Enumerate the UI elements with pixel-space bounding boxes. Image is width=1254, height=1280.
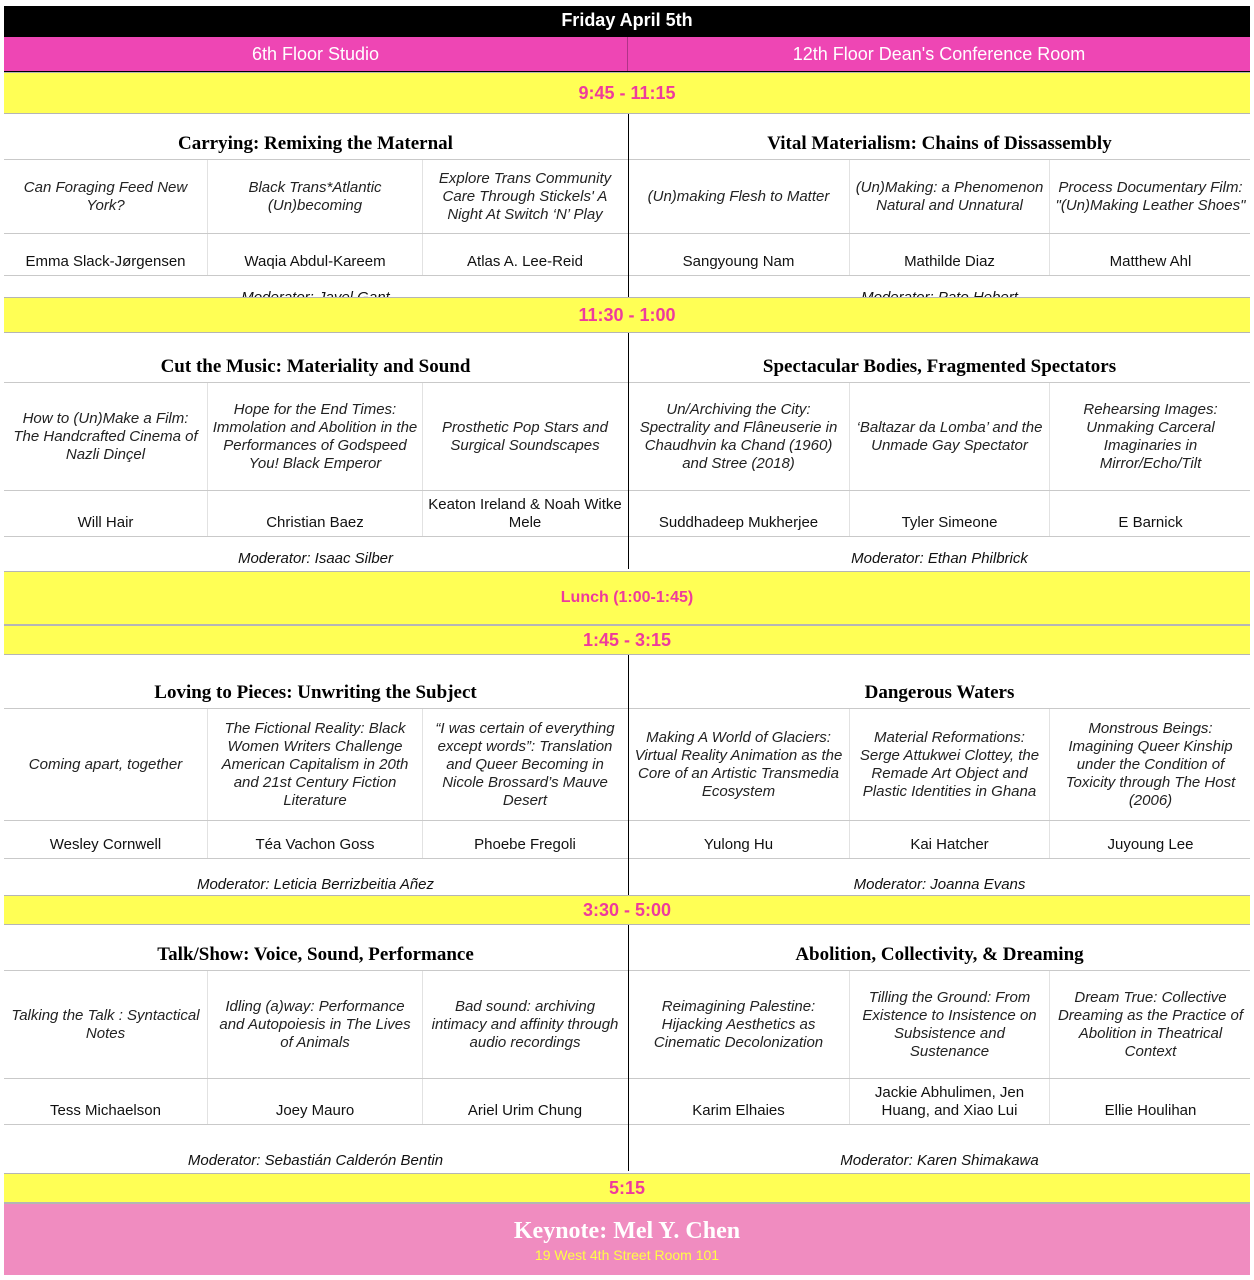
- time-slot-label: 3:30 - 5:00: [582, 899, 672, 920]
- panel-title: Carrying: Remixing the Maternal: [178, 133, 453, 154]
- panel-left: [4, 925, 627, 970]
- keynote-location: 19 West 4th Street Room 101: [534, 1246, 720, 1263]
- column-divider: [628, 925, 629, 1171]
- papers-right: [628, 971, 1251, 1078]
- authors-left: [4, 234, 627, 275]
- time-slot-bar-final: [4, 1173, 1250, 1203]
- authors-row: [4, 234, 1250, 276]
- paper-title: Making A World of Glaciers: Virtual Reality Animation as the Core of an Artistic Transmedia Ecosystem: [628, 709, 850, 820]
- authors-right: [628, 821, 1251, 858]
- moderator-name: Moderator: Sebastián Calderón Bentin: [187, 1152, 444, 1169]
- authors-row: [4, 491, 1250, 537]
- room-right: 12th Floor Dean's Conference Room: [627, 37, 1250, 71]
- moderator-name: Moderator: Joanna Evans: [853, 876, 1026, 893]
- author-name: Phoebe Fregoli: [474, 836, 576, 853]
- moderator-left: [4, 1125, 627, 1171]
- papers-right: [628, 709, 1251, 820]
- moderator-name: Moderator: Isaac Silber: [237, 550, 394, 567]
- author-name: Yulong Hu: [628, 821, 850, 858]
- papers-right: [628, 383, 1251, 490]
- papers-row: [4, 160, 1250, 234]
- panel-title: Abolition, Collectivity, & Dreaming: [795, 944, 1084, 965]
- column-divider: [628, 114, 629, 308]
- panel-title-row: [4, 333, 1250, 383]
- column-divider: [628, 655, 629, 895]
- keynote-title: Keynote: Mel Y. Chen: [513, 1217, 741, 1244]
- paper-title: The Fictional Reality: Black Women Writers Challenge American Capitalism in 20th and 21st Century Fiction Literature: [208, 709, 423, 820]
- rooms-header: [4, 36, 1250, 72]
- time-slot-label: 9:45 - 11:15: [578, 82, 676, 103]
- papers-left: [4, 160, 627, 233]
- moderator-right: [628, 537, 1251, 569]
- panel-title-row: [4, 925, 1250, 971]
- author-name: Sangyoung Nam: [628, 234, 850, 275]
- lunch-label: Lunch (1:00-1:45): [560, 589, 694, 606]
- papers-row: [4, 383, 1250, 491]
- author-name: Ellie Houlihan: [1104, 1102, 1197, 1119]
- panel-right: [628, 333, 1251, 382]
- author-name: Christian Baez: [208, 491, 423, 536]
- paper-title: Coming apart, together: [4, 709, 208, 820]
- panel-title: Spectacular Bodies, Fragmented Spectators: [762, 356, 1117, 377]
- moderator-name: Moderator: Ethan Philbrick: [851, 550, 1028, 567]
- author-name: Matthew Ahl: [1109, 253, 1192, 270]
- panel-left: [4, 333, 627, 382]
- paper-title: How to (Un)Make a Film: The Handcrafted Cinema of Nazli Dinçel: [4, 383, 208, 490]
- author-name: Téa Vachon Goss: [208, 821, 423, 858]
- papers-left: [4, 709, 627, 820]
- panel-left: [4, 114, 627, 159]
- panel-title: Cut the Music: Materiality and Sound: [160, 356, 471, 377]
- paper-title: Process Documentary Film: "(Un)Making Leather Shoes": [1055, 178, 1246, 214]
- paper-title: Material Reformations: Serge Attukwei Clottey, the Remade Art Object and Plastic Identities in Ghana: [850, 709, 1050, 820]
- author-name: Karim Elhaies: [628, 1079, 850, 1124]
- paper-title: Explore Trans Community Care Through Stickels' A Night At Switch ‘N’ Play: [438, 169, 612, 223]
- papers-row: [4, 709, 1250, 821]
- paper-title: Rehearsing Images: Unmaking Carceral Imaginaries in Mirror/Echo/Tilt: [1083, 400, 1218, 472]
- moderator-name: Moderator: Karen Shimakawa: [840, 1152, 1039, 1169]
- author-name: Keaton Ireland & Noah Witke Mele: [428, 496, 622, 531]
- time-slot-bar: [4, 895, 1250, 925]
- lunch-bar: [4, 571, 1250, 625]
- author-name: Juyoung Lee: [1107, 836, 1194, 853]
- moderator-right: [628, 1125, 1251, 1171]
- moderator-row: [4, 859, 1250, 895]
- author-name: Joey Mauro: [208, 1079, 423, 1124]
- time-slot-label: 1:45 - 3:15: [582, 629, 672, 650]
- paper-title: ‘Baltazar da Lomba’ and the Unmade Gay Spectator: [850, 383, 1050, 490]
- paper-title: Reimagining Palestine: Hijacking Aesthetics as Cinematic Decolonization: [628, 971, 850, 1078]
- panel-left: [4, 655, 627, 708]
- column-divider: [628, 333, 629, 569]
- papers-right: [628, 160, 1251, 233]
- author-name: Tyler Simeone: [850, 491, 1050, 536]
- panel-right: [628, 655, 1251, 708]
- paper-title: Idling (a)way: Performance and Autopoiesis in The Lives of Animals: [208, 971, 423, 1078]
- paper-title: Prosthetic Pop Stars and Surgical Soundscapes: [442, 418, 608, 454]
- paper-title: Monstrous Beings: Imagining Queer Kinship under the Condition of Toxicity through The Host (2006): [1065, 719, 1236, 809]
- author-name: Waqia Abdul-Kareem: [208, 234, 423, 275]
- papers-left: [4, 383, 627, 490]
- panel-title-row: [4, 114, 1250, 160]
- paper-title: (Un)Making: a Phenomenon Natural and Unnatural: [850, 160, 1050, 233]
- paper-title: Bad sound: archiving intimacy and affinity through audio recordings: [431, 997, 619, 1051]
- author-name: Kai Hatcher: [850, 821, 1050, 858]
- authors-right: [628, 1079, 1251, 1124]
- paper-title: (Un)making Flesh to Matter: [628, 160, 850, 233]
- authors-right: [628, 491, 1251, 536]
- moderator-right: [628, 859, 1251, 895]
- paper-title: “I was certain of everything except words”: Translation and Queer Becoming in Nicole Brossard’s Mauve Desert: [435, 719, 615, 809]
- author-name: Wesley Cornwell: [4, 821, 208, 858]
- moderator-left: [4, 537, 627, 569]
- panel-title: Dangerous Waters: [864, 682, 1015, 703]
- author-name: Mathilde Diaz: [850, 234, 1050, 275]
- panel-right: [628, 925, 1251, 970]
- authors-right: [628, 234, 1251, 275]
- moderator-row: [4, 537, 1250, 569]
- paper-title: Talking the Talk : Syntactical Notes: [4, 971, 208, 1078]
- panel-right: [628, 114, 1251, 159]
- paper-title: Hope for the End Times: Immolation and Abolition in the Performances of Godspeed You! Black Emperor: [208, 383, 423, 490]
- papers-row: [4, 971, 1250, 1079]
- authors-row: [4, 821, 1250, 859]
- moderator-row: [4, 1125, 1250, 1171]
- author-name: Will Hair: [4, 491, 208, 536]
- panel-title: Vital Materialism: Chains of Dissassembly: [767, 133, 1112, 154]
- panel-title: Talk/Show: Voice, Sound, Performance: [157, 944, 474, 965]
- time-slot-bar: [4, 72, 1250, 114]
- author-name: Emma Slack-Jørgensen: [4, 234, 208, 275]
- author-name: Suddhadeep Mukherjee: [628, 491, 850, 536]
- authors-left: [4, 1079, 627, 1124]
- papers-left: [4, 971, 627, 1078]
- author-name: Ariel Urim Chung: [467, 1102, 583, 1119]
- author-name: Jackie Abhulimen, Jen Huang, and Xiao Lui: [850, 1079, 1050, 1124]
- authors-row: [4, 1079, 1250, 1125]
- paper-title: Dream True: Collective Dreaming as the Practice of Abolition in Theatrical Context: [1057, 988, 1244, 1060]
- time-slot-bar: [4, 625, 1250, 655]
- author-name: Atlas A. Lee-Reid: [467, 253, 583, 270]
- moderator-name: Moderator: Leticia Berrizbeitia Añez: [196, 876, 435, 893]
- keynote-block: [4, 1203, 1250, 1275]
- paper-title: Can Foraging Feed New York?: [4, 160, 208, 233]
- moderator-left: [4, 859, 627, 895]
- paper-title: Black Trans*Atlantic (Un)becoming: [208, 160, 423, 233]
- time-slot-label: 11:30 - 1:00: [578, 304, 676, 325]
- paper-title: Un/Archiving the City: Spectrality and Flâneuserie in Chaudhvin ka Chand (1960) and Stree (2018): [628, 383, 850, 490]
- authors-left: [4, 821, 627, 858]
- panel-title-row: [4, 655, 1250, 709]
- day-header: [4, 6, 1250, 36]
- paper-title: Tilling the Ground: From Existence to Insistence on Subsistence and Sustenance: [850, 971, 1050, 1078]
- day-title: Friday April 5th: [561, 10, 693, 30]
- time-slot-label: 5:15: [608, 1177, 646, 1198]
- author-name: E Barnick: [1118, 514, 1183, 531]
- time-slot-bar: [4, 297, 1250, 333]
- author-name: Tess Michaelson: [4, 1079, 208, 1124]
- room-left: 6th Floor Studio: [251, 43, 380, 64]
- panel-title: Loving to Pieces: Unwriting the Subject: [154, 682, 477, 703]
- authors-left: [4, 491, 627, 536]
